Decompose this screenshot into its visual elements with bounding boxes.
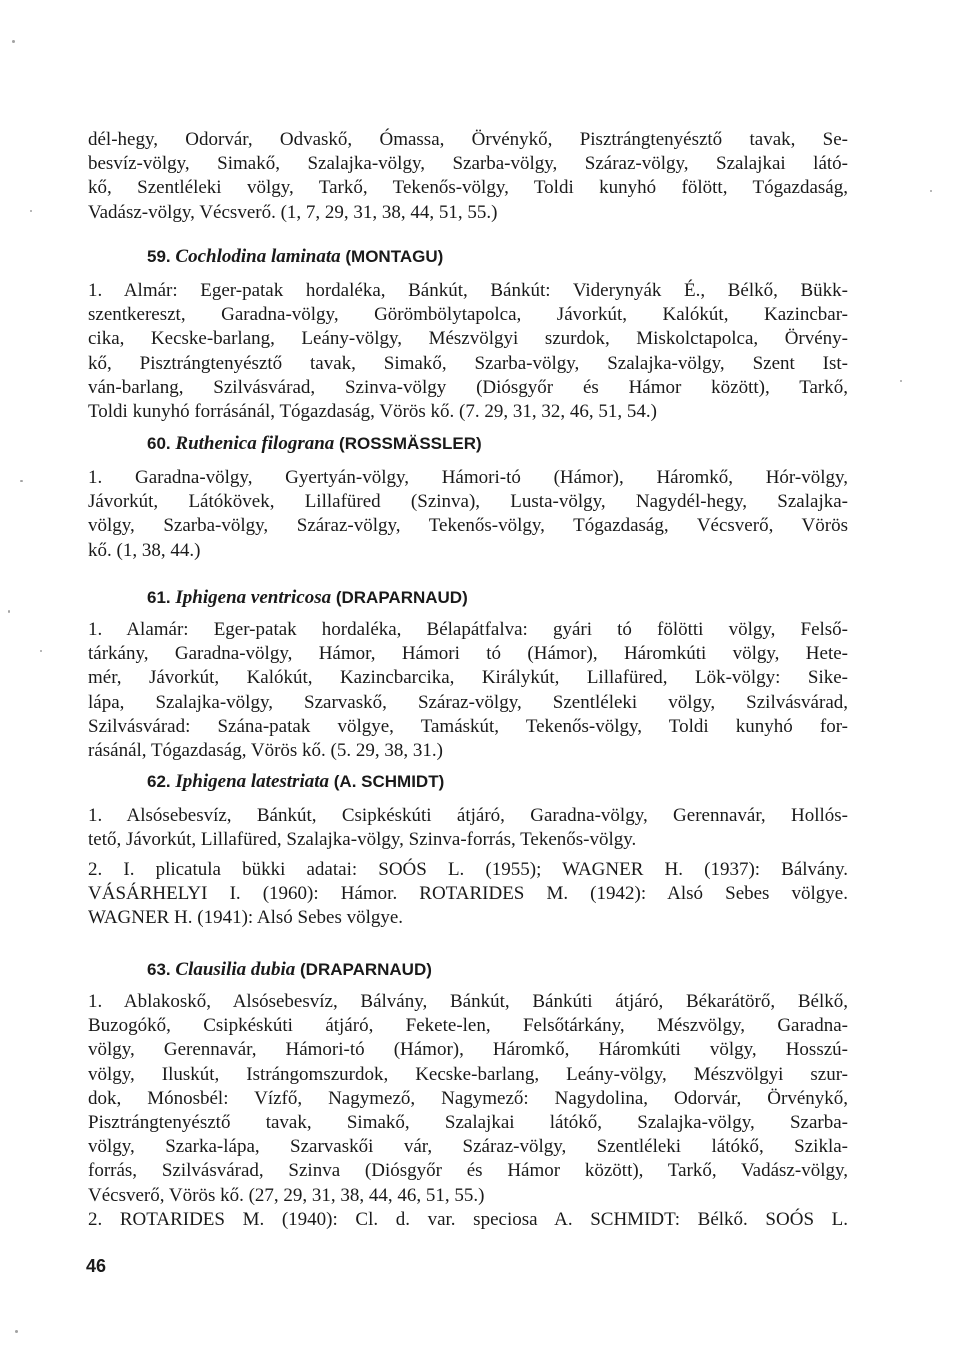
species-name: Iphigena latestriata xyxy=(175,771,329,792)
species-number: 62. xyxy=(147,772,171,791)
text-line: Vécsverő, Vörös kő. (27, 29, 31, 38, 44, 46, 51, 55.) xyxy=(88,1184,485,1206)
paragraph-62-localities xyxy=(88,804,848,852)
text-line: kő, Szentléleki völgy, Tarkő, Tekenős-völgy, Toldi kunyhó fölött, Tógazdaság, xyxy=(88,177,848,199)
scan-speck xyxy=(12,40,15,43)
species-number: 59. xyxy=(147,247,171,266)
text-line: Vadász-völgy, Vécsverő. (1, 7, 29, 31, 38, 44, 51, 55.) xyxy=(88,201,498,223)
text-line: Toldi kunyhó forrásánál, Tógazdaság, Vörös kő. (7. 29, 31, 32, 46, 51, 54.) xyxy=(88,400,657,422)
text-line: 2. ROTARIDES M. (1940): Cl. d. var. speciosa A. SCHMIDT: Bélkő. SOÓS L. xyxy=(88,1209,848,1230)
species-number: 63. xyxy=(147,960,171,979)
species-heading-61 xyxy=(147,586,468,610)
paragraph-60-localities xyxy=(88,466,848,563)
text-line: tárkány, Garadna-völgy, Hámor, Hámori tó (Hámor), Háromkúti völgy, Hete- xyxy=(88,643,848,665)
species-heading-59 xyxy=(147,245,443,269)
species-name: Iphigena ventricosa xyxy=(175,587,332,608)
text-line: 1. Garadna-völgy, Gyertyán-völgy, Hámori-tó (Hámor), Háromkő, Hór-völgy, xyxy=(88,467,848,488)
text-line: Szilvásvárad: Szána-patak völgye, Tamáskút, Tekenős-völgy, Toldi kunyhó for- xyxy=(88,715,848,737)
text-line: besvíz-völgy, Simakő, Szalajka-völgy, Szarba-völgy, Száraz-völgy, Szalajkai látó- xyxy=(88,153,848,175)
species-heading-63 xyxy=(147,958,432,982)
species-name: Ruthenica filograna xyxy=(175,433,335,454)
page-number: 46 xyxy=(86,1256,107,1276)
species-heading-60 xyxy=(147,432,482,456)
text-line: ván-barlang, Szilvásvárad, Szinva-völgy (Diósgyőr és Hámor között), Tarkő, xyxy=(88,376,848,398)
text-line: 2. I. plicatula bükki adatai: SOÓS L. (1955); WAGNER H. (1937): Bálvány. xyxy=(88,859,848,880)
species-author: (ROSSMÄSSLER) xyxy=(339,434,482,453)
text-line: szentkereszt, Garadna-völgy, Görömbölytapolca, Jávorkút, Kalókút, Kazincbar- xyxy=(88,304,848,326)
text-line: WAGNER H. (1941): Alsó Sebes völgye. xyxy=(88,907,404,929)
text-line: mér, Jávorkút, Kalókút, Kazincbarcika, Királykút, Lillafüred, Lök-völgy: Sike- xyxy=(88,667,848,689)
scan-speck xyxy=(15,1330,18,1333)
text-line: völgy, Szarba-völgy, Száraz-völgy, Tekenős-völgy, Tógazdaság, Vécsverő, Vörös xyxy=(88,515,848,537)
text-line: Pisztrángtenyésztő tavak, Simakő, Szalajkai látókő, Szalajka-völgy, Szarba- xyxy=(88,1111,848,1133)
species-name: Cochlodina laminata xyxy=(175,246,341,267)
text-line: kő, Pisztrángtenyésztő tavak, Simakő, Szarba-völgy, Szalajka-völgy, Szent Ist- xyxy=(88,352,848,374)
text-line: VÁSÁRHELYI I. (1960): Hámor. ROTARIDES M. (1942): Alsó Sebes völgye. xyxy=(88,883,848,905)
species-author: (DRAPARNAUD) xyxy=(300,960,432,979)
text-line: völgy, Gerennavár, Hámori-tó (Hámor), Háromkő, Háromkúti völgy, Hosszú- xyxy=(88,1039,848,1061)
text-line: 1. Almár: Eger-patak hordaléka, Bánkút, Bánkút: Viderynyák É., Bélkő, Bükk- xyxy=(88,280,848,301)
text-line: 1. Alamár: Eger-patak hordaléka, Bélapátfalva: gyári tó fölötti völgy, Felső- xyxy=(88,619,848,640)
text-line: 1. Alsósebesvíz, Bánkút, Csipkéskúti átjáró, Garadna-völgy, Gerennavár, Hollós- xyxy=(88,805,848,826)
scan-speck xyxy=(30,210,32,212)
text-line: rásánál, Tógazdaság, Vörös kő. (5. 29, 38, 31.) xyxy=(88,739,443,761)
paragraph-62-literature xyxy=(88,858,848,931)
paragraph-61-localities xyxy=(88,618,848,763)
species-author: (DRAPARNAUD) xyxy=(335,588,468,607)
text-line: 1. Ablakoskő, Alsósebesvíz, Bálvány, Bánkút, Bánkúti átjáró, Békarátörő, Bélkő, xyxy=(88,991,848,1012)
paragraph-59-localities xyxy=(88,279,848,424)
scan-speck xyxy=(40,650,42,652)
species-author: (A. SCHMIDT) xyxy=(333,772,445,791)
species-name: Clausilia dubia xyxy=(175,959,296,980)
species-number: 61. xyxy=(147,588,171,607)
paragraph-63-literature xyxy=(88,1208,848,1232)
species-heading-62 xyxy=(147,770,444,794)
scan-speck xyxy=(930,190,932,192)
text-line: forrás, Szilvásvárad, Szinva (Diósgyőr és Hámor között), Tarkő, Vadász-völgy, xyxy=(88,1160,848,1182)
text-line: cika, Kecske-barlang, Leány-völgy, Mészvölgyi szurdok, Miskolctapolca, Örvény- xyxy=(88,328,848,350)
text-line: völgy, Szarka-lápa, Szarvaskői vár, Száraz-völgy, Szentléleki látókő, Szikla- xyxy=(88,1136,848,1158)
paragraph-63-localities xyxy=(88,990,848,1208)
species-author: (MONTAGU) xyxy=(345,247,444,266)
text-line: völgy, Iluskút, Istrángomszurdok, Kecske-barlang, Leány-völgy, Mészvölgyi szur- xyxy=(88,1063,848,1085)
text-line: kő. (1, 38, 44.) xyxy=(88,539,201,561)
text-line: dok, Mónosbél: Vízfő, Nagymező, Nagymező: Nagydolina, Odorvár, Örvénykő, xyxy=(88,1087,848,1109)
text-line: Buzogókő, Csipkéskúti átjáró, Fekete-len, Felsőtárkány, Mészvölgy, Garadna- xyxy=(88,1015,848,1037)
scan-speck xyxy=(8,610,10,613)
scan-speck xyxy=(20,480,23,482)
scan-speck xyxy=(900,380,902,382)
text-line: Jávorkút, Látókövek, Lillafüred (Szinva), Lusta-völgy, Nagydél-hegy, Szalajka- xyxy=(88,491,848,513)
paragraph-continuation xyxy=(88,128,848,225)
species-number: 60. xyxy=(147,434,171,453)
text-line: tető, Jávorkút, Lillafüred, Szalajka-völgy, Szinva-forrás, Tekenős-völgy. xyxy=(88,829,637,851)
text-line: dél-hegy, Odorvár, Odvaskő, Ómassa, Örvénykő, Pisztrángtenyésztő tavak, Se- xyxy=(88,129,848,150)
text-line: lápa, Szalajka-völgy, Szarvaskő, Száraz-völgy, Szentléleki völgy, Szilvásvárad, xyxy=(88,691,848,713)
